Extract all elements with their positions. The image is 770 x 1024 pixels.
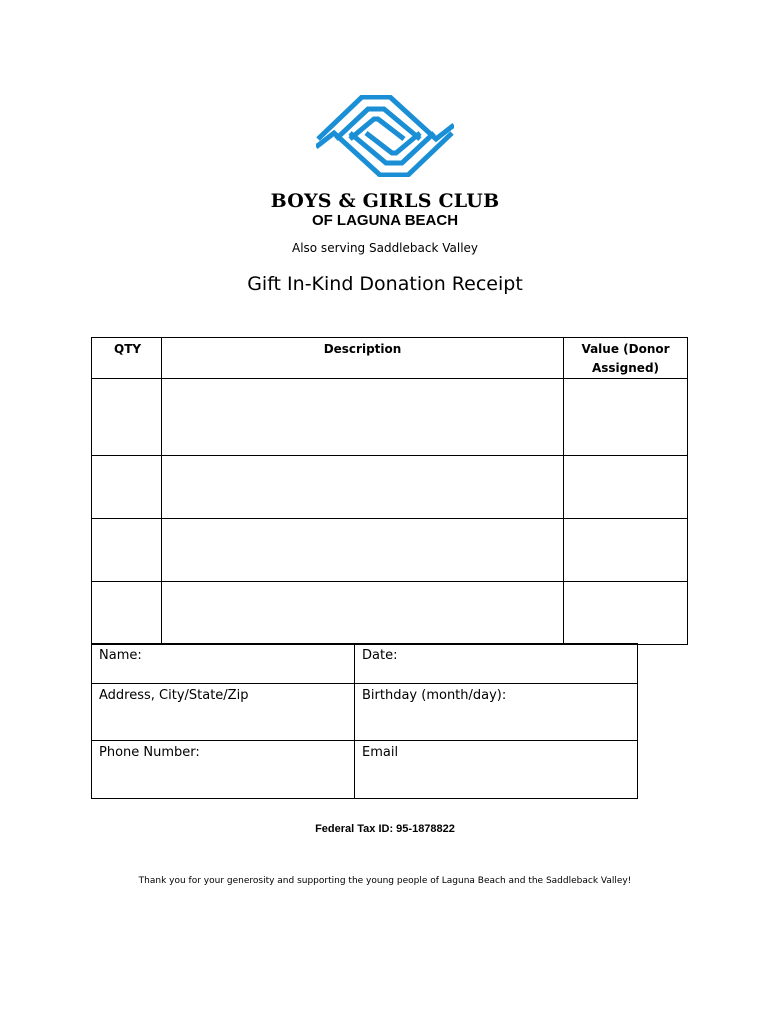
email-field[interactable]	[355, 741, 638, 799]
column-header-description: Description	[162, 338, 564, 379]
table-header-row	[92, 338, 688, 379]
qty-cell[interactable]	[92, 582, 162, 645]
column-header-qty: QTY	[92, 338, 162, 379]
donor-info-table	[91, 643, 638, 799]
address-label: Address, City/State/Zip	[99, 688, 249, 703]
table-row	[92, 582, 688, 645]
table-row	[92, 379, 688, 456]
birthday-field[interactable]	[355, 684, 638, 741]
email-label: Email	[362, 745, 399, 760]
table-row	[92, 456, 688, 519]
qty-cell[interactable]	[92, 379, 162, 456]
donation-items-table	[91, 337, 688, 645]
description-cell[interactable]	[162, 456, 564, 519]
date-field[interactable]	[355, 644, 638, 684]
boys-girls-club-logo-icon	[316, 95, 454, 177]
thank-you-note: Thank you for your generosity and supporting the young people of Laguna Beach and the Saddleback Valley!	[138, 876, 632, 886]
phone-field[interactable]	[92, 741, 355, 799]
tagline: Also serving Saddleback Valley	[291, 241, 479, 255]
description-cell[interactable]	[162, 582, 564, 645]
description-cell[interactable]	[162, 379, 564, 456]
phone-label: Phone Number:	[99, 745, 200, 760]
qty-cell[interactable]	[92, 519, 162, 582]
table-row	[92, 519, 688, 582]
qty-cell[interactable]	[92, 456, 162, 519]
birthday-label: Birthday (month/day):	[362, 688, 507, 703]
value-cell[interactable]	[564, 379, 688, 456]
name-field[interactable]	[92, 644, 355, 684]
page-title: Gift In-Kind Donation Receipt	[247, 273, 523, 295]
description-cell[interactable]	[162, 519, 564, 582]
organization-name: BOYS & GIRLS CLUB	[270, 190, 500, 212]
federal-tax-id: Federal Tax ID: 95-1878822	[315, 823, 455, 835]
address-field[interactable]	[92, 684, 355, 741]
column-header-value: Value (Donor Assigned)	[564, 338, 688, 379]
value-cell[interactable]	[564, 582, 688, 645]
value-cell[interactable]	[564, 519, 688, 582]
date-label: Date:	[362, 648, 398, 663]
organization-subtitle: OF LAGUNA BEACH	[311, 212, 459, 229]
value-cell[interactable]	[564, 456, 688, 519]
name-label: Name:	[99, 648, 142, 663]
